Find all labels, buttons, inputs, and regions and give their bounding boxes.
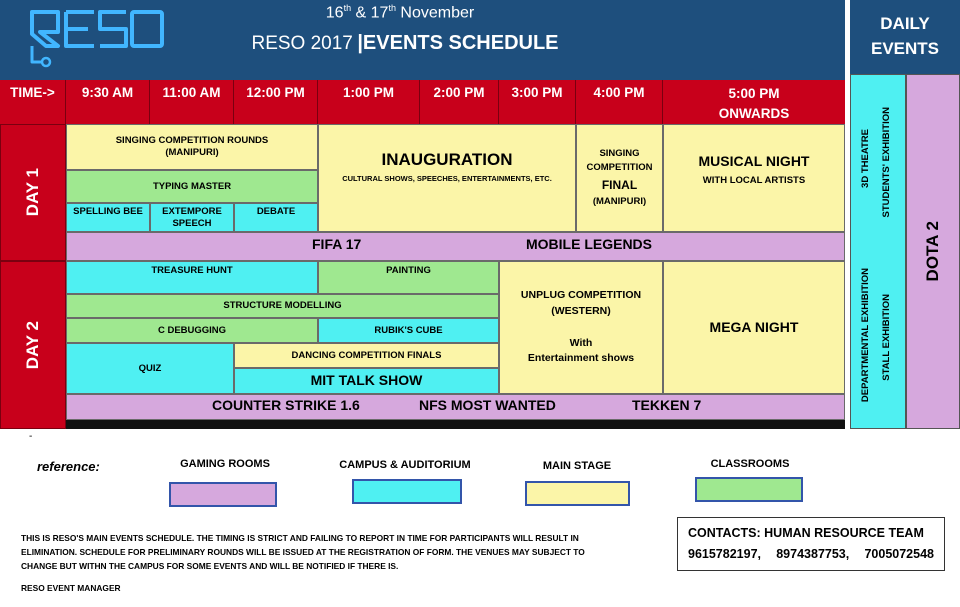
- time-slot: 4:00 PM: [576, 80, 663, 124]
- game-fifa: FIFA 17: [312, 236, 362, 252]
- time-slot: 12:00 PM: [234, 80, 318, 124]
- legend-label-classrooms: CLASSROOMS: [710, 458, 790, 470]
- legend-swatch-campus: [352, 479, 462, 504]
- legend-swatch-gaming: [169, 482, 277, 507]
- event-dates: 16th & 17th November: [325, 3, 475, 22]
- game-nfs: NFS MOST WANTED: [419, 397, 556, 413]
- mega-night: MEGA NIGHT: [663, 261, 845, 394]
- legend-reference: reference:: [37, 459, 100, 474]
- daily-events-header: DAILY EVENTS: [850, 0, 960, 74]
- departmental-exhibition: DEPARTMENTAL EXHIBITION: [859, 267, 871, 403]
- structure-modelling: STRUCTURE MODELLING: [66, 294, 499, 318]
- legend-label-gaming: GAMING ROOMS: [180, 458, 270, 470]
- legend-label-campus: CAMPUS & AUDITORIUM: [339, 459, 471, 471]
- contacts-numbers: 9615782197, 8974387753, 7005072548: [688, 547, 934, 561]
- game-tekken: TEKKEN 7: [632, 397, 702, 413]
- singing-rounds: SINGING COMPETITION ROUNDS (MANIPURI): [66, 124, 318, 170]
- singing-final: SINGING COMPETITION FINAL (MANIPURI): [576, 124, 663, 232]
- game-mobile-legends: MOBILE LEGENDS: [526, 236, 653, 252]
- musical-night: MUSICAL NIGHT WITH LOCAL ARTISTS: [663, 124, 845, 232]
- theatre-3d: 3D THEATRE: [859, 128, 871, 188]
- dota-2: DOTA 2: [906, 74, 960, 429]
- time-row-label: TIME->: [0, 80, 66, 124]
- spelling-bee: SPELLING BEE: [66, 203, 150, 232]
- time-slot: 2:00 PM: [420, 80, 499, 124]
- time-slot: 9:30 AM: [66, 80, 150, 124]
- unplug-competition: UNPLUG COMPETITION (WESTERN) With Entertainment shows: [499, 261, 663, 394]
- legend-swatch-classrooms: [695, 477, 803, 502]
- treasure-hunt: TREASURE HUNT: [66, 261, 318, 294]
- inauguration: INAUGURATION CULTURAL SHOWS, SPEECHES, ENTERTAINMENTS, ETC.: [318, 124, 576, 232]
- day1-games-bar: [66, 232, 845, 261]
- legend-swatch-main-stage: [525, 481, 630, 506]
- legend-label-main-stage: MAIN STAGE: [542, 460, 612, 472]
- typing-master: TYPING MASTER: [66, 170, 318, 203]
- mit-talk-show: MIT TALK SHOW: [234, 368, 499, 394]
- quiz: QUIZ: [66, 343, 234, 394]
- contacts-title: CONTACTS: HUMAN RESOURCE TEAM: [688, 526, 924, 540]
- reso-logo-icon: [28, 6, 168, 72]
- time-slot: 1:00 PM: [318, 80, 420, 124]
- day1-label: DAY 1: [0, 124, 66, 261]
- stall-exhibition: STALL EXHIBITION: [880, 294, 892, 381]
- time-slot-last: 5:00 PM ONWARDS: [718, 85, 790, 121]
- painting: PAINTING: [318, 261, 499, 294]
- title-prefix: RESO 2017: [251, 33, 353, 54]
- schedule-notice: THIS IS RESO'S MAIN EVENTS SCHEDULE. THE TIMING IS STRICT AND FAILING TO REPORT IN TIME FOR PARTICIPANTS WILL RESULT IN ELIMINATION. SCHEDULE FOR PRELIMINARY ROUNDS WILL BE ISSUED AT THE REGISTRATION OF FORM. THE VENUES MAY SUBJECT TO CHANGE BUT WITHN THE CAMPUS FOR SOME EVENTS AND WILL BE NOTIFIED IF THERE IS.: [21, 533, 585, 571]
- contacts-box: [677, 517, 945, 571]
- schedule-bottom-bar: [66, 420, 845, 429]
- legend-dash: -: [29, 431, 33, 442]
- day2-label: DAY 2: [0, 261, 66, 429]
- c-debugging: C DEBUGGING: [66, 318, 318, 343]
- time-slot: 3:00 PM: [499, 80, 576, 124]
- title-main: |EVENTS SCHEDULE: [357, 32, 559, 54]
- page-title: [235, 32, 575, 55]
- time-slot: 11:00 AM: [150, 80, 234, 124]
- game-counter-strike: COUNTER STRIKE 1.6: [212, 397, 360, 413]
- debate: DEBATE: [234, 203, 318, 232]
- rubiks-cube: RUBIK'S CUBE: [318, 318, 499, 343]
- reso-logo: [28, 6, 168, 72]
- notice-signature: RESO EVENT MANAGER: [21, 583, 121, 593]
- students-exhibition: STUDENTS' EXHIBITION: [880, 106, 892, 218]
- dancing-finals: DANCING COMPETITION FINALS: [234, 343, 499, 368]
- extempore-speech: EXTEMPORE SPEECH: [150, 203, 234, 232]
